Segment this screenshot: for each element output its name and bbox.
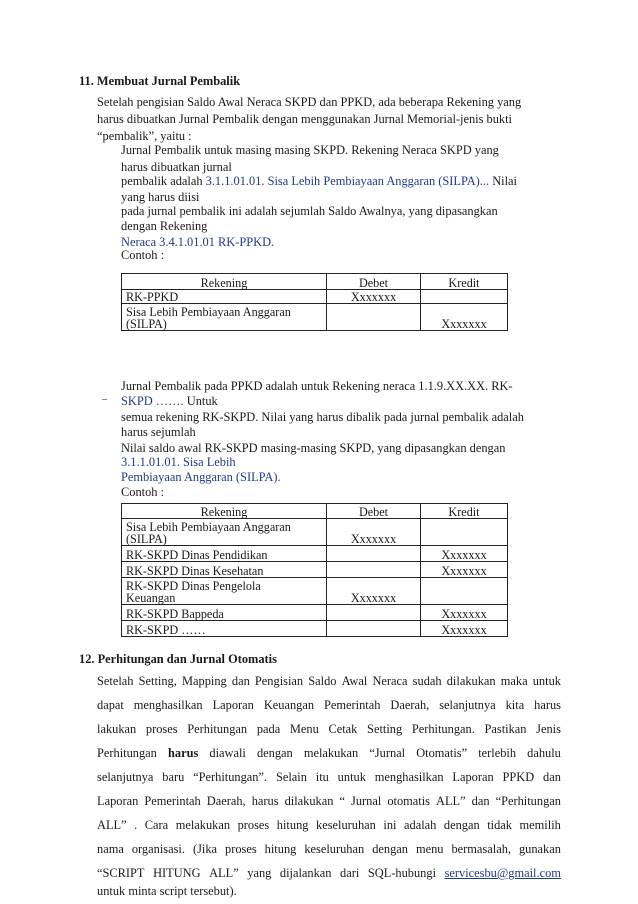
table2-r3-rekening: RK-SKPD Dinas Kesehatan	[122, 562, 327, 578]
table1-r2-debet	[327, 304, 421, 331]
table1-r2-kredit: Xxxxxxx	[421, 304, 508, 331]
word: keseluruhan	[304, 842, 365, 856]
block2-line-2b: Untuk	[183, 394, 218, 408]
table2-r1-line-a: Sisa Lebih Pembiayaan Anggaran	[126, 520, 291, 534]
table1-r2-line-b: (SILPA)	[126, 317, 167, 331]
block2-line-1: Jurnal Pembalik pada PPKD adalah untuk Rekening neraca 1.1.9.XX.XX. RK-	[121, 379, 513, 393]
s12-line-9	[97, 866, 561, 881]
section-12-heading: 12. Perhitungan dan Jurnal Otomatis	[79, 652, 277, 666]
word: harus	[251, 794, 279, 808]
word: selanjutnya	[439, 698, 496, 712]
block2-line-7: Pembiayaan Anggaran (SILPA).	[121, 470, 281, 484]
table2-header-rekening: Rekening	[122, 504, 327, 519]
block1-line-1: Jurnal Pembalik untuk masing masing SKPD. Rekening Neraca SKPD yang	[121, 143, 499, 157]
table2-header-kredit: Kredit	[421, 504, 508, 519]
word: Keuangan	[263, 698, 315, 712]
word: ALL”	[97, 818, 127, 832]
word: dengan	[372, 842, 408, 856]
table2-r3-debet	[327, 562, 421, 578]
table2-header	[122, 504, 508, 519]
table2-r4-kredit	[421, 578, 508, 605]
word: Laporan	[212, 698, 254, 712]
block2-line-4: harus sejumlah	[121, 425, 196, 439]
intro-line-2: harus dibuatkan Jurnal Pembalik dengan menggunakan Jurnal Memorial-jenis bukti	[97, 112, 512, 126]
table-row	[122, 290, 508, 304]
word: .	[134, 818, 138, 832]
word: harus	[534, 698, 561, 712]
word: Perhitungan	[97, 746, 157, 760]
table-row	[122, 546, 508, 562]
intro-line-3: “pembalik”, yaitu :	[97, 129, 192, 143]
word: Selain	[275, 770, 307, 784]
word: menghasilkan	[374, 770, 444, 784]
word: dahulu	[527, 746, 561, 760]
word: dilakukan	[284, 794, 334, 808]
word: dijalankan	[279, 866, 332, 880]
word: Perhitungan.	[411, 722, 475, 736]
table2-r2-kredit: Xxxxxxx	[421, 546, 508, 562]
table-row	[122, 621, 508, 637]
table2-r6-kredit: Xxxxxxx	[421, 621, 508, 637]
word: (Jika	[192, 842, 218, 856]
table-row	[122, 578, 508, 605]
table2-r3-kredit: Xxxxxxx	[421, 562, 508, 578]
word: “Perhitungan	[495, 794, 561, 808]
word: Cetak	[328, 722, 358, 736]
word: “Jurnal	[369, 746, 406, 760]
word: sudah	[412, 674, 442, 688]
word: adalah	[404, 818, 437, 832]
table1-header-kredit: Kredit	[421, 274, 508, 290]
word: Pemerintah	[144, 794, 201, 808]
table2-r4-debet: Xxxxxxx	[327, 578, 421, 605]
table2-r6-debet	[327, 621, 421, 637]
word: hitung	[264, 842, 297, 856]
table1-header	[122, 274, 508, 290]
word: dan	[231, 674, 250, 688]
table2-r4-line-b: Keuangan	[126, 591, 176, 605]
word: Setting,	[138, 674, 177, 688]
word: Perhitungan	[187, 722, 248, 736]
word: untuk	[337, 770, 366, 784]
word: Pastikan	[484, 722, 527, 736]
block1-line-6: dengan Rekening	[121, 219, 208, 233]
word: Mapping	[181, 674, 227, 688]
block1-line-3	[121, 174, 517, 189]
word: memilih	[519, 818, 561, 832]
word: harus	[167, 746, 199, 760]
word: diawali	[209, 746, 246, 760]
word: Neraca	[372, 674, 408, 688]
block2-line-2	[121, 394, 218, 409]
word: ALL”	[436, 794, 466, 808]
word: lakukan	[97, 722, 137, 736]
word: melakukan	[175, 818, 231, 832]
table-row	[122, 519, 508, 546]
table2-r1-kredit	[421, 519, 508, 546]
word: organisasi.	[131, 842, 185, 856]
word: proses	[237, 818, 270, 832]
intro-line-1: Setelah pengisian Saldo Awal Neraca SKPD dan PPKD, ada beberapa Rekening yang	[97, 95, 522, 109]
email-link[interactable]: servicesbu@gmail.com	[444, 866, 561, 880]
block1-line-5: pada jurnal pembalik ini adalah sejumlah Saldo Awalnya, yang dipasangkan	[121, 204, 498, 218]
word: “	[339, 794, 345, 808]
s12-line-4	[97, 746, 561, 761]
word: menghasilkan	[133, 698, 203, 712]
table2-r5-kredit: Xxxxxxx	[421, 605, 508, 621]
table1-r1-kredit	[421, 290, 508, 304]
word: nama	[97, 842, 124, 856]
word: Saldo	[308, 674, 337, 688]
word: Jenis	[536, 722, 561, 736]
word: keseluruhan	[316, 818, 376, 832]
word: Menu	[289, 722, 319, 736]
table2-r6-rekening: RK-SKPD ……	[122, 621, 327, 637]
table1-r1-debet: Xxxxxxx	[327, 290, 421, 304]
table2-r4-line-a: RK-SKPD Dinas Pengelola	[126, 579, 261, 593]
block2-line-5: Nilai saldo awal RK-SKPD masing-masing SKPD, yang dipasangkan dengan	[121, 441, 506, 455]
word: Otomatis”	[416, 746, 468, 760]
word: Pemerintah	[324, 698, 381, 712]
block2-line-3: semua rekening RK-SKPD. Nilai yang harus dibalik pada jurnal pembalik adalah	[121, 410, 524, 424]
word: terlebih	[478, 746, 517, 760]
word: dapat	[97, 698, 124, 712]
s12-line-2	[97, 698, 561, 713]
table1-r2-rekening	[122, 304, 327, 331]
s12-line-10: untuk minta script tersebut).	[97, 884, 237, 898]
word: menu	[415, 842, 444, 856]
block1-line-3c: Nilai	[489, 174, 517, 188]
word: tidak	[487, 818, 512, 832]
journal-table-1	[121, 273, 508, 331]
table2-r1-line-b: (SILPA)	[126, 532, 167, 546]
word: Daerah,	[390, 698, 430, 712]
word: pada	[256, 722, 281, 736]
word: dan	[543, 770, 561, 784]
s12-line-5	[97, 770, 561, 785]
s12-line-3	[97, 722, 561, 737]
block1-line-2: harus dibuatkan jurnal	[121, 160, 232, 174]
s12-line-6	[97, 794, 561, 809]
s12-line-1	[97, 674, 561, 689]
table2-r2-rekening: RK-SKPD Dinas Pendidikan	[122, 546, 327, 562]
word: Daerah,	[206, 794, 246, 808]
word: yang	[247, 866, 272, 880]
word: dengan	[256, 746, 293, 760]
word: “Perhitungan”.	[193, 770, 268, 784]
bullet-dash: –	[102, 394, 107, 405]
table2-header-debet: Debet	[327, 504, 421, 519]
table2-r1-debet: Xxxxxxx	[327, 519, 421, 546]
table1-r2-line-a: Sisa Lebih Pembiayaan Anggaran	[126, 305, 291, 319]
journal-table-2	[121, 503, 508, 637]
table2-r1-rekening	[122, 519, 327, 546]
word: dilakukan	[446, 674, 496, 688]
word: baru	[162, 770, 185, 784]
word: Pengisian	[254, 674, 304, 688]
table-row	[122, 304, 508, 331]
word: bermasalah,	[451, 842, 511, 856]
word: melakukan	[303, 746, 359, 760]
block2-line-6: 3.1.1.01.01. Sisa Lebih	[121, 455, 236, 469]
word: itu	[315, 770, 329, 784]
rk-skpd-ref: SKPD …….	[121, 394, 184, 408]
table2-r5-debet	[327, 605, 421, 621]
word: Setting	[367, 722, 403, 736]
silpa-account-ref: 3.1.1.01.01. Sisa Lebih Pembiayaan Anggaran (SILPA)...	[205, 174, 490, 188]
table2-r5-rekening: RK-SKPD Bappeda	[122, 605, 327, 621]
word: dari	[340, 866, 360, 880]
word: maka	[500, 674, 528, 688]
word: gunakan	[518, 842, 561, 856]
word: SQL-hubungi	[367, 866, 437, 880]
table1-r1-rekening: RK-PPKD	[122, 290, 327, 304]
table-row	[122, 562, 508, 578]
block2-contoh: Contoh :	[121, 485, 165, 499]
block1-contoh: Contoh :	[121, 248, 165, 262]
word: HITUNG	[153, 866, 201, 880]
word: Laporan	[452, 770, 494, 784]
word: ini	[383, 818, 397, 832]
block1-line-4: yang harus diisi	[121, 190, 200, 204]
word: untuk	[532, 674, 561, 688]
word: otomatis	[387, 794, 430, 808]
word: selanjutnya	[97, 770, 154, 784]
word: dengan	[443, 818, 480, 832]
word: hitung	[276, 818, 309, 832]
table-row	[122, 605, 508, 621]
word: Laporan	[97, 794, 139, 808]
section-11-heading: 11. Membuat Jurnal Pembalik	[79, 74, 241, 88]
word: Setelah	[97, 674, 134, 688]
word: Awal	[341, 674, 368, 688]
word: Cara	[144, 818, 169, 832]
word: proses	[225, 842, 257, 856]
word: Jurnal	[351, 794, 382, 808]
table1-header-debet: Debet	[327, 274, 421, 290]
table2-r4-rekening	[122, 578, 327, 605]
word: proses	[145, 722, 178, 736]
table2-r2-debet	[327, 546, 421, 562]
s12-line-8	[97, 842, 561, 857]
word: ALL”	[209, 866, 239, 880]
word: dan	[471, 794, 490, 808]
word: “SCRIPT	[97, 866, 145, 880]
word: PPKD	[502, 770, 535, 784]
word: kita	[505, 698, 525, 712]
block1-line-7: Neraca 3.4.1.01.01 RK-PPKD.	[121, 235, 275, 249]
block1-line-3a: pembalik adalah	[121, 174, 206, 188]
table1-header-rekening: Rekening	[122, 274, 327, 290]
s12-line-7	[97, 818, 561, 833]
